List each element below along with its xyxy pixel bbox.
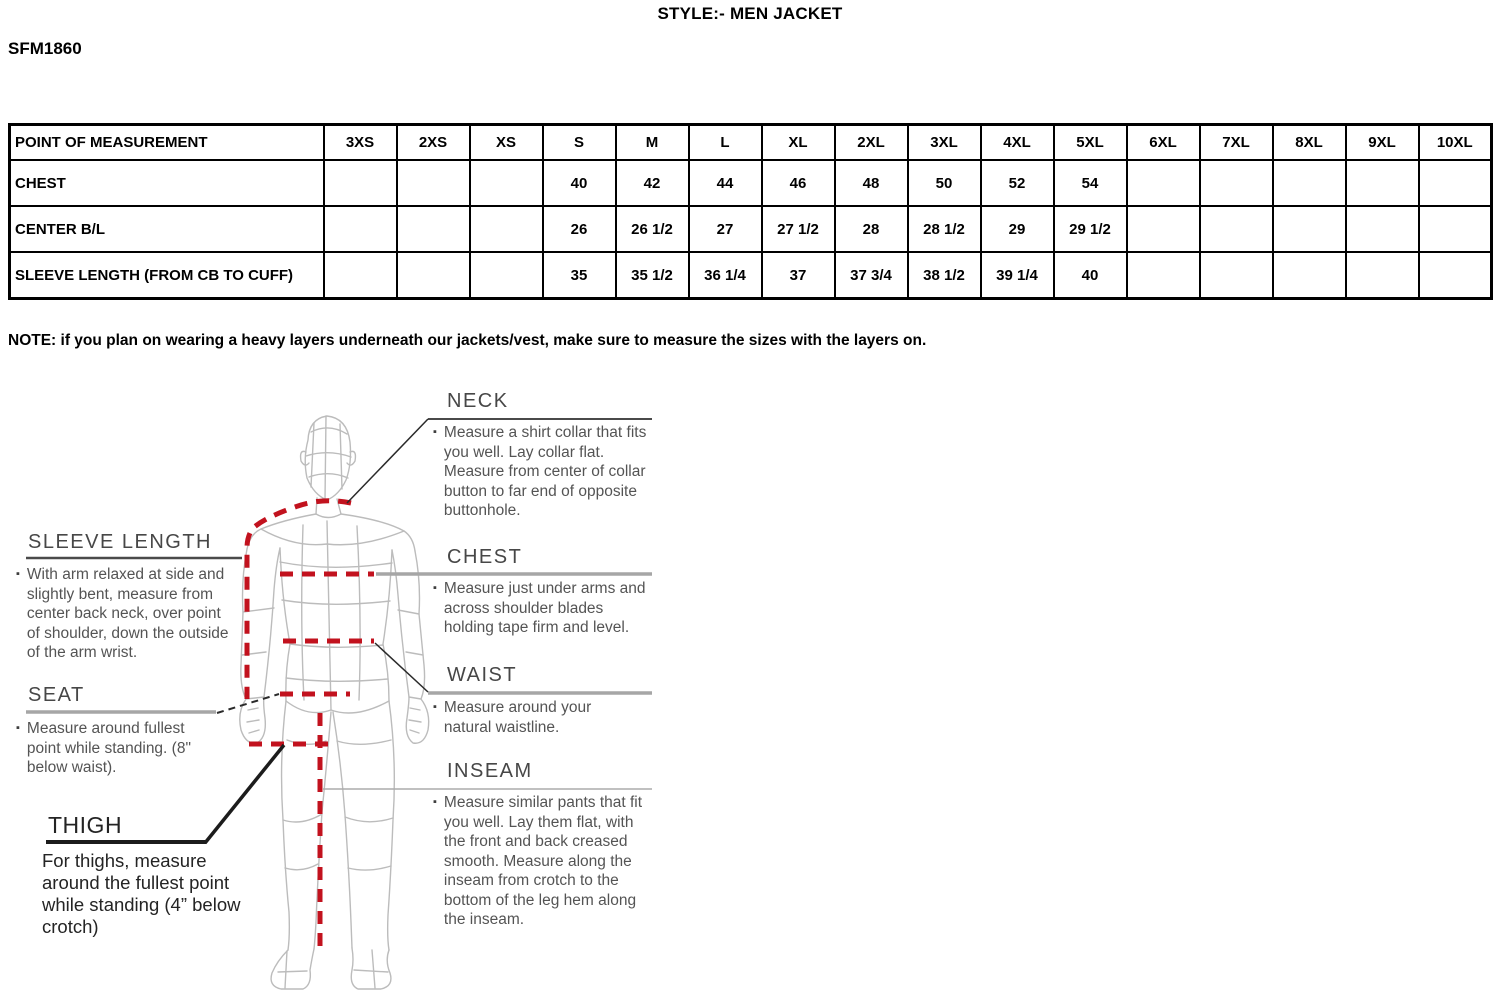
size-value-cell: 36 1/4 (689, 252, 762, 299)
size-value-cell: 29 (981, 206, 1054, 252)
size-value-cell: 35 (543, 252, 616, 299)
sleeve-length-section-text: ▪ With arm relaxed at side and slightly bent, measure from center back neck, over point of shoulder, down the outside of the arm wrist. (16, 566, 229, 661)
size-column-header: 8XL (1273, 125, 1346, 161)
waist-leader (375, 643, 428, 692)
size-value-cell: 40 (1054, 252, 1127, 299)
size-column-header: 9XL (1346, 125, 1419, 161)
size-value-cell (1346, 160, 1419, 206)
size-value-cell (397, 206, 470, 252)
seat-section-title: SEAT (28, 684, 85, 706)
size-column-header: L (689, 125, 762, 161)
size-value-cell (1273, 206, 1346, 252)
size-value-cell (324, 252, 397, 299)
size-value-cell: 37 (762, 252, 835, 299)
size-value-cell: 37 3/4 (835, 252, 908, 299)
size-value-cell: 29 1/2 (1054, 206, 1127, 252)
sleeve-measure-line (247, 501, 351, 699)
column-header-point-of-measurement: POINT OF MEASUREMENT (10, 125, 324, 161)
table-header-row (10, 125, 1492, 161)
measurement-lines (247, 501, 374, 953)
size-column-header: M (616, 125, 689, 161)
bullet-square-icon: ▪ (433, 701, 437, 713)
waist-section-text: ▪ Measure around your natural waistline. (433, 699, 592, 736)
size-value-cell (1200, 160, 1273, 206)
size-column-header: 2XL (835, 125, 908, 161)
bullet-square-icon: ▪ (16, 722, 20, 734)
size-value-cell (1127, 206, 1200, 252)
size-column-header: 4XL (981, 125, 1054, 161)
bullet-square-icon: ▪ (433, 426, 437, 438)
size-value-cell: 44 (689, 160, 762, 206)
size-value-cell: 27 1/2 (762, 206, 835, 252)
size-column-header: 3XS (324, 125, 397, 161)
size-value-cell: 26 1/2 (616, 206, 689, 252)
mannequin-figure (240, 416, 429, 989)
size-value-cell: 52 (981, 160, 1054, 206)
measurement-row (10, 206, 1492, 252)
size-column-header: 5XL (1054, 125, 1127, 161)
bullet-square-icon: ▪ (433, 582, 437, 594)
size-column-header: S (543, 125, 616, 161)
size-value-cell: 35 1/2 (616, 252, 689, 299)
style-code: SFM1860 (8, 39, 82, 58)
size-column-header: 6XL (1127, 125, 1200, 161)
size-value-cell (324, 160, 397, 206)
measurement-label-cell: CENTER B/L (10, 206, 324, 252)
size-value-cell (1127, 160, 1200, 206)
size-column-header: XS (470, 125, 543, 161)
neck-section-text: ▪ Measure a shirt collar that fits you well. Lay collar flat. Measure from center of collar button to far end of opposite buttonhole. (433, 424, 647, 519)
size-column-header: 7XL (1200, 125, 1273, 161)
size-value-cell (1200, 206, 1273, 252)
neck-leader (347, 419, 428, 503)
size-chart-table (8, 123, 1493, 300)
size-value-cell (1127, 252, 1200, 299)
size-value-cell: 48 (835, 160, 908, 206)
size-value-cell (397, 252, 470, 299)
size-value-cell (1200, 252, 1273, 299)
seat-leader (217, 694, 279, 713)
inseam-section-title: INSEAM (447, 760, 533, 782)
size-value-cell: 42 (616, 160, 689, 206)
thigh-section-title: THIGH (48, 812, 123, 838)
chest-section-text: ▪ Measure just under arms and across shoulder blades holding tape firm and level. (433, 580, 646, 636)
size-value-cell (1419, 206, 1492, 252)
size-value-cell (1346, 252, 1419, 299)
inseam-section-text: ▪ Measure similar pants that fit you well. Lay them flat, with the front and back creased smooth. Measure along the inseam from crotch to the bottom of the leg hem along the inseam. (433, 794, 643, 928)
size-value-cell: 40 (543, 160, 616, 206)
size-value-cell: 39 1/4 (981, 252, 1054, 299)
measurement-label-cell: SLEEVE LENGTH (FROM CB TO CUFF) (10, 252, 324, 299)
size-value-cell (1273, 160, 1346, 206)
thigh-leader (205, 745, 284, 843)
size-value-cell: 38 1/2 (908, 252, 981, 299)
size-value-cell: 50 (908, 160, 981, 206)
size-value-cell (1419, 252, 1492, 299)
bullet-square-icon: ▪ (433, 796, 437, 808)
size-column-header: 2XS (397, 125, 470, 161)
measurement-row (10, 160, 1492, 206)
thigh-section-text: For thighs, measure around the fullest point while standing (4” below crotch) (42, 850, 241, 937)
size-value-cell: 28 1/2 (908, 206, 981, 252)
size-value-cell (470, 160, 543, 206)
size-value-cell (1346, 206, 1419, 252)
size-value-cell (324, 206, 397, 252)
size-column-header: XL (762, 125, 835, 161)
size-value-cell (1273, 252, 1346, 299)
size-value-cell (470, 252, 543, 299)
seat-section-text: ▪ Measure around fullest point while standing. (8" below waist). (16, 720, 191, 776)
size-value-cell: 46 (762, 160, 835, 206)
neck-section-title: NECK (447, 390, 509, 412)
page-title: STYLE:- MEN JACKET (657, 4, 843, 23)
size-value-cell (397, 160, 470, 206)
note-text: NOTE: if you plan on wearing a heavy layers underneath our jackets/vest, make sure to measure the sizes with the layers on. (8, 332, 927, 349)
measurement-label-cell: CHEST (10, 160, 324, 206)
size-value-cell: 27 (689, 206, 762, 252)
size-value-cell: 28 (835, 206, 908, 252)
waist-section-title: WAIST (447, 664, 518, 686)
size-value-cell: 54 (1054, 160, 1127, 206)
size-value-cell (1419, 160, 1492, 206)
sleeve-length-section-title: SLEEVE LENGTH (28, 531, 213, 553)
size-value-cell (470, 206, 543, 252)
bullet-square-icon: ▪ (16, 568, 20, 580)
size-value-cell: 26 (543, 206, 616, 252)
chest-section-title: CHEST (447, 546, 523, 568)
size-column-header: 10XL (1419, 125, 1492, 161)
size-column-header: 3XL (908, 125, 981, 161)
measurement-row (10, 252, 1492, 299)
